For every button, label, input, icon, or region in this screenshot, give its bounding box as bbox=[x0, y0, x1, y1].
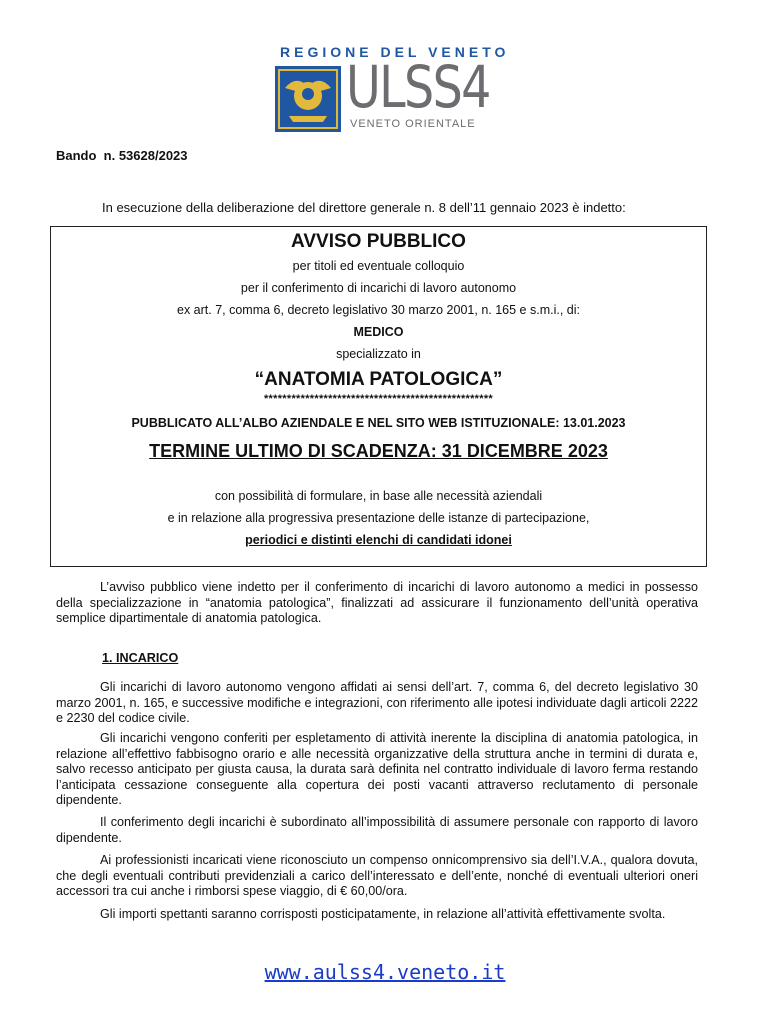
body-paragraph-1: Gli incarichi di lavoro autonomo vengono affidati ai sensi dell’art. 7, comma 6, del decreto legislativo 30 marzo 2001, n. 165, e successive modifiche e integrazioni, con riferimento alle ipotesi individuate dagli articoli 2222 e 2230 del codice civile. bbox=[56, 680, 698, 725]
notice-line-5: e in relazione alla progressiva presentazione delle istanze di partecipazione, bbox=[167, 511, 590, 525]
body-paragraph-4: Ai professionisti incaricati viene riconosciuto un compenso onnicomprensivo sia dell’I.V.A., qualora dovuta, che degli eventuali contributi previdenziali a carico dell’interessato e dell’ente, nonché di eventuali ulteriori oneri accessori tra cui anche i rimborsi spese viaggio, di € 60,00/ora. bbox=[56, 853, 698, 898]
body-paragraph-intro: L’avviso pubblico viene indetto per il conferimento di incarichi di lavoro autonomo a medici in possesso della specializzazione in “anatomia patologica”, finalizzati ad assicurare il funzionamento dell’unità operativa semplice dipartimentale di anatomia patologica. bbox=[56, 580, 698, 625]
notice-box bbox=[50, 226, 707, 567]
intro-line: In esecuzione della deliberazione del direttore generale n. 8 dell’11 gennaio 2023 è indetto: bbox=[102, 200, 626, 215]
body-paragraph-2: Gli incarichi vengono conferiti per espletamento di attività inerente la disciplina di anatomia patologica, in relazione all’effettivo fabbisogno orario e alle necessità organizzative della struttura anche in termini di durata e, salvo recesso anticipato per giusta causa, la durata sarà definita nel contratto individuale di lavoro ferma restando l’anticipata cessazione conseguente alla copertura dei posti vacanti attraverso reclutamento di personale dipendente. bbox=[56, 731, 698, 807]
lion-seal-icon bbox=[275, 66, 341, 132]
notice-line-2: per il conferimento di incarichi di lavoro autonomo bbox=[240, 281, 517, 295]
section-heading-incarico: 1. INCARICO bbox=[102, 651, 179, 665]
notice-spec-label: specializzato in bbox=[336, 347, 421, 361]
notice-line-6: periodici e distinti elenchi di candidati idonei bbox=[245, 533, 512, 547]
notice-published: PUBBLICATO ALL’ALBO AZIENDALE E NEL SITO WEB ISTITUZIONALE: 13.01.2023 bbox=[131, 416, 626, 430]
notice-line-4: con possibilità di formulare, in base alle necessità aziendali bbox=[214, 489, 543, 503]
notice-line-3: ex art. 7, comma 6, decreto legislativo 30 marzo 2001, n. 165 e s.m.i., di: bbox=[177, 303, 580, 317]
notice-role: MEDICO bbox=[353, 325, 404, 339]
notice-line-1: per titoli ed eventuale colloquio bbox=[292, 259, 465, 273]
website-link[interactable]: www.aulss4.veneto.it bbox=[264, 960, 506, 984]
brand-subtitle: VENETO ORIENTALE bbox=[350, 118, 476, 130]
bando-number: Bando n. 53628/2023 bbox=[56, 148, 188, 163]
brand-logo-text: ULSS4 bbox=[346, 53, 490, 121]
notice-title: AVVISO PUBBLICO bbox=[291, 231, 466, 252]
notice-specialty: “ANATOMIA PATOLOGICA” bbox=[254, 369, 503, 390]
notice-deadline: TERMINE ULTIMO DI SCADENZA: 31 DICEMBRE 2023 bbox=[149, 441, 608, 461]
region-name: REGIONE DEL VENETO bbox=[280, 44, 510, 60]
notice-stars: ************************************************** bbox=[263, 393, 494, 405]
body-paragraph-3: Il conferimento degli incarichi è subordinato all’impossibilità di assumere personale con rapporto di lavoro dipendente. bbox=[56, 815, 698, 845]
body-paragraph-5: Gli importi spettanti saranno corrisposti posticipatamente, in relazione all’attività effettivamente svolta. bbox=[100, 907, 666, 921]
footer bbox=[0, 960, 770, 984]
